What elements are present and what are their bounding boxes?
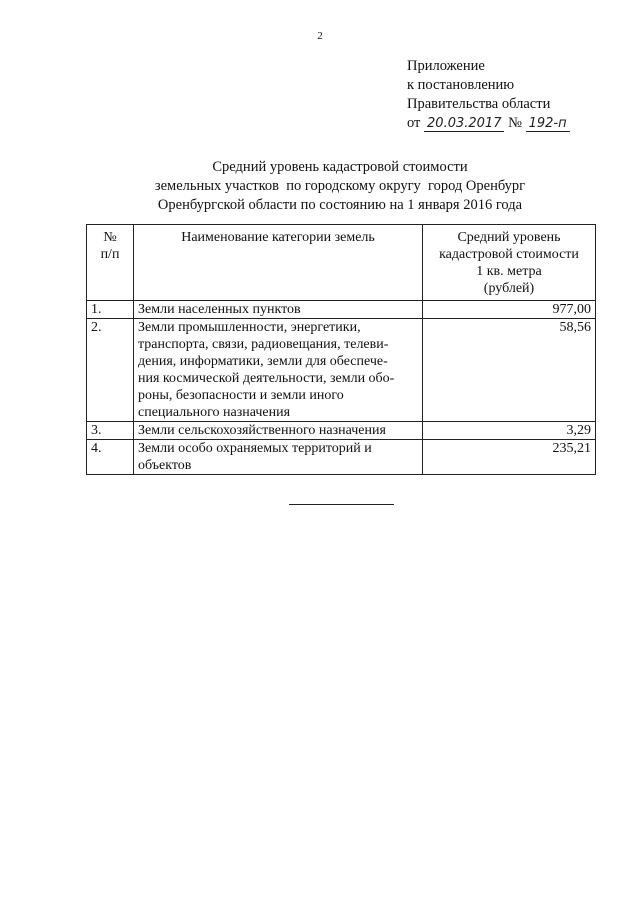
header-number-line-1: № — [103, 230, 117, 245]
row-category — [134, 422, 423, 440]
category-line: транспорта, связи, радиовещания, телеви- — [138, 337, 389, 352]
table-row — [87, 319, 596, 422]
handwritten-date: 20.03.2017 — [424, 116, 504, 132]
appendix-date-line — [407, 114, 570, 133]
appendix-header — [407, 57, 570, 133]
title-line-3: Оренбургской области по состоянию на 1 января 2016 года — [157, 197, 523, 213]
appendix-line-1: Приложение — [407, 58, 485, 74]
table-row — [87, 440, 596, 475]
row-number: 3. — [87, 422, 134, 440]
table-header-row — [87, 225, 596, 301]
appendix-line-2: к постановлению — [407, 77, 515, 93]
category-line: объектов — [138, 458, 192, 473]
row-number: 2. — [87, 319, 134, 422]
number-label: № — [508, 115, 522, 131]
document-title — [60, 158, 620, 215]
header-value-line-4: (рублей) — [483, 281, 535, 296]
row-value: 977,00 — [423, 301, 596, 319]
header-value-line-3: 1 кв. метра — [476, 264, 542, 279]
title-line-2: земельных участков по городскому округу город Оренбург — [154, 178, 526, 194]
table-row — [87, 422, 596, 440]
category-line: ния космической деятельности, земли обо- — [138, 371, 395, 386]
appendix-line-3: Правительства области — [407, 96, 551, 112]
category-line: Земли сельскохозяйственного назначения — [138, 423, 386, 438]
category-line: специального назначения — [138, 405, 291, 420]
row-category — [134, 440, 423, 475]
category-line: Земли населенных пунктов — [138, 302, 301, 317]
row-number: 1. — [87, 301, 134, 319]
table-row — [87, 301, 596, 319]
header-value — [423, 225, 596, 301]
header-number-line-2: п/п — [100, 247, 120, 262]
row-category — [134, 301, 423, 319]
row-value: 235,21 — [423, 440, 596, 475]
header-number — [87, 225, 134, 301]
category-line: Земли промышленности, энергетики, — [138, 320, 361, 335]
cadastral-value-table — [86, 224, 596, 475]
row-value: 58,56 — [423, 319, 596, 422]
end-divider — [289, 504, 394, 505]
row-value: 3,29 — [423, 422, 596, 440]
row-number: 4. — [87, 440, 134, 475]
handwritten-number: 192-п — [526, 116, 570, 132]
page-number: 2 — [317, 30, 323, 42]
category-line: Земли особо охраняемых территорий и — [138, 441, 372, 456]
category-line: дения, информатики, земли для обеспече- — [138, 354, 388, 369]
header-category: Наименование категории земель — [134, 225, 423, 301]
category-line: роны, безопасности и земли иного — [138, 388, 344, 403]
row-category — [134, 319, 423, 422]
title-line-1: Средний уровень кадастровой стоимости — [212, 159, 468, 175]
from-label: от — [407, 115, 421, 131]
header-value-line-1: Средний уровень — [457, 230, 561, 245]
header-value-line-2: кадастровой стоимости — [439, 247, 579, 262]
